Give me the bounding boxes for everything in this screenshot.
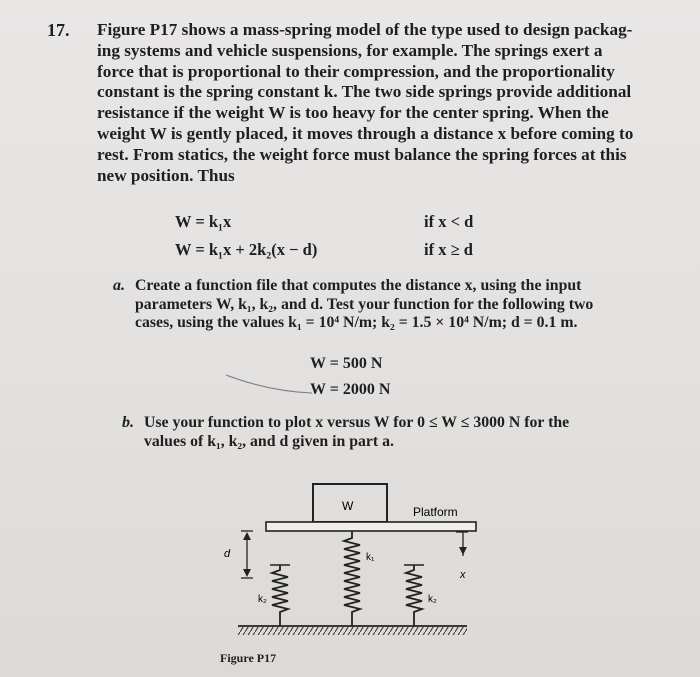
case-2: W = 2000 N [310, 381, 391, 398]
k2-right-label: k₂ [428, 594, 437, 605]
platform-label: Platform [413, 505, 458, 519]
intro-line: new position. Thus [97, 165, 235, 185]
part-a-label: a. [113, 277, 125, 294]
part-b-line: Use your function to plot x versus W for 0 ≤ W ≤ 3000 N for the [144, 414, 570, 431]
left-spring-k2 [272, 565, 288, 626]
equation-2-condition: if x ≥ d [424, 240, 473, 259]
d-label: d [224, 548, 231, 560]
problem-number: 17. [47, 20, 70, 40]
part-a-line: cases, using the values k₁ = 10⁴ N/m; k₂ = 1.5 × 10⁴ N/m; d = 0.1 m. [135, 314, 578, 331]
intro-line: weight W is gently placed, it moves through a distance x before coming to [97, 123, 634, 143]
k2-left-label: k₂ [258, 594, 267, 605]
intro-line: rest. From statics, the weight force must balance the spring forces at this [97, 144, 627, 164]
mass-label: W [342, 499, 354, 513]
equation-1-lhs: W = k₁x [175, 212, 232, 231]
part-a-line: parameters W, k₁, k₂, and d. Test your function for the following two [135, 295, 594, 313]
equation-2-lhs: W = k₁x + 2k₂(x − d) [175, 240, 318, 259]
case-1: W = 500 N [310, 355, 383, 372]
part-b-line: values of k₁, k₂, and d given in part a. [144, 432, 394, 450]
intro-line: resistance if the weight W is too heavy for the center spring. When the [97, 103, 609, 123]
platform [266, 522, 476, 531]
k1-label: k₁ [366, 552, 375, 563]
figure-caption: Figure P17 [220, 651, 277, 665]
equation-1-condition: if x < d [424, 212, 474, 231]
center-spring-k1 [344, 531, 360, 626]
intro-line: force that is proportional to their compression, and the proportionality [97, 61, 615, 81]
part-b-label: b. [122, 414, 134, 431]
x-label: x [460, 569, 466, 581]
intro-line: Figure P17 shows a mass-spring model of the type used to design packag- [97, 20, 633, 39]
intro-line: ing systems and vehicle suspensions, for example. The springs exert a [97, 40, 603, 60]
ground-hatch [238, 627, 467, 635]
intro-line: constant is the spring constant k. The two side springs provide additional [97, 82, 632, 102]
part-a-line: Create a function file that computes the distance x, using the input [135, 277, 582, 294]
right-spring-k2 [406, 565, 422, 626]
